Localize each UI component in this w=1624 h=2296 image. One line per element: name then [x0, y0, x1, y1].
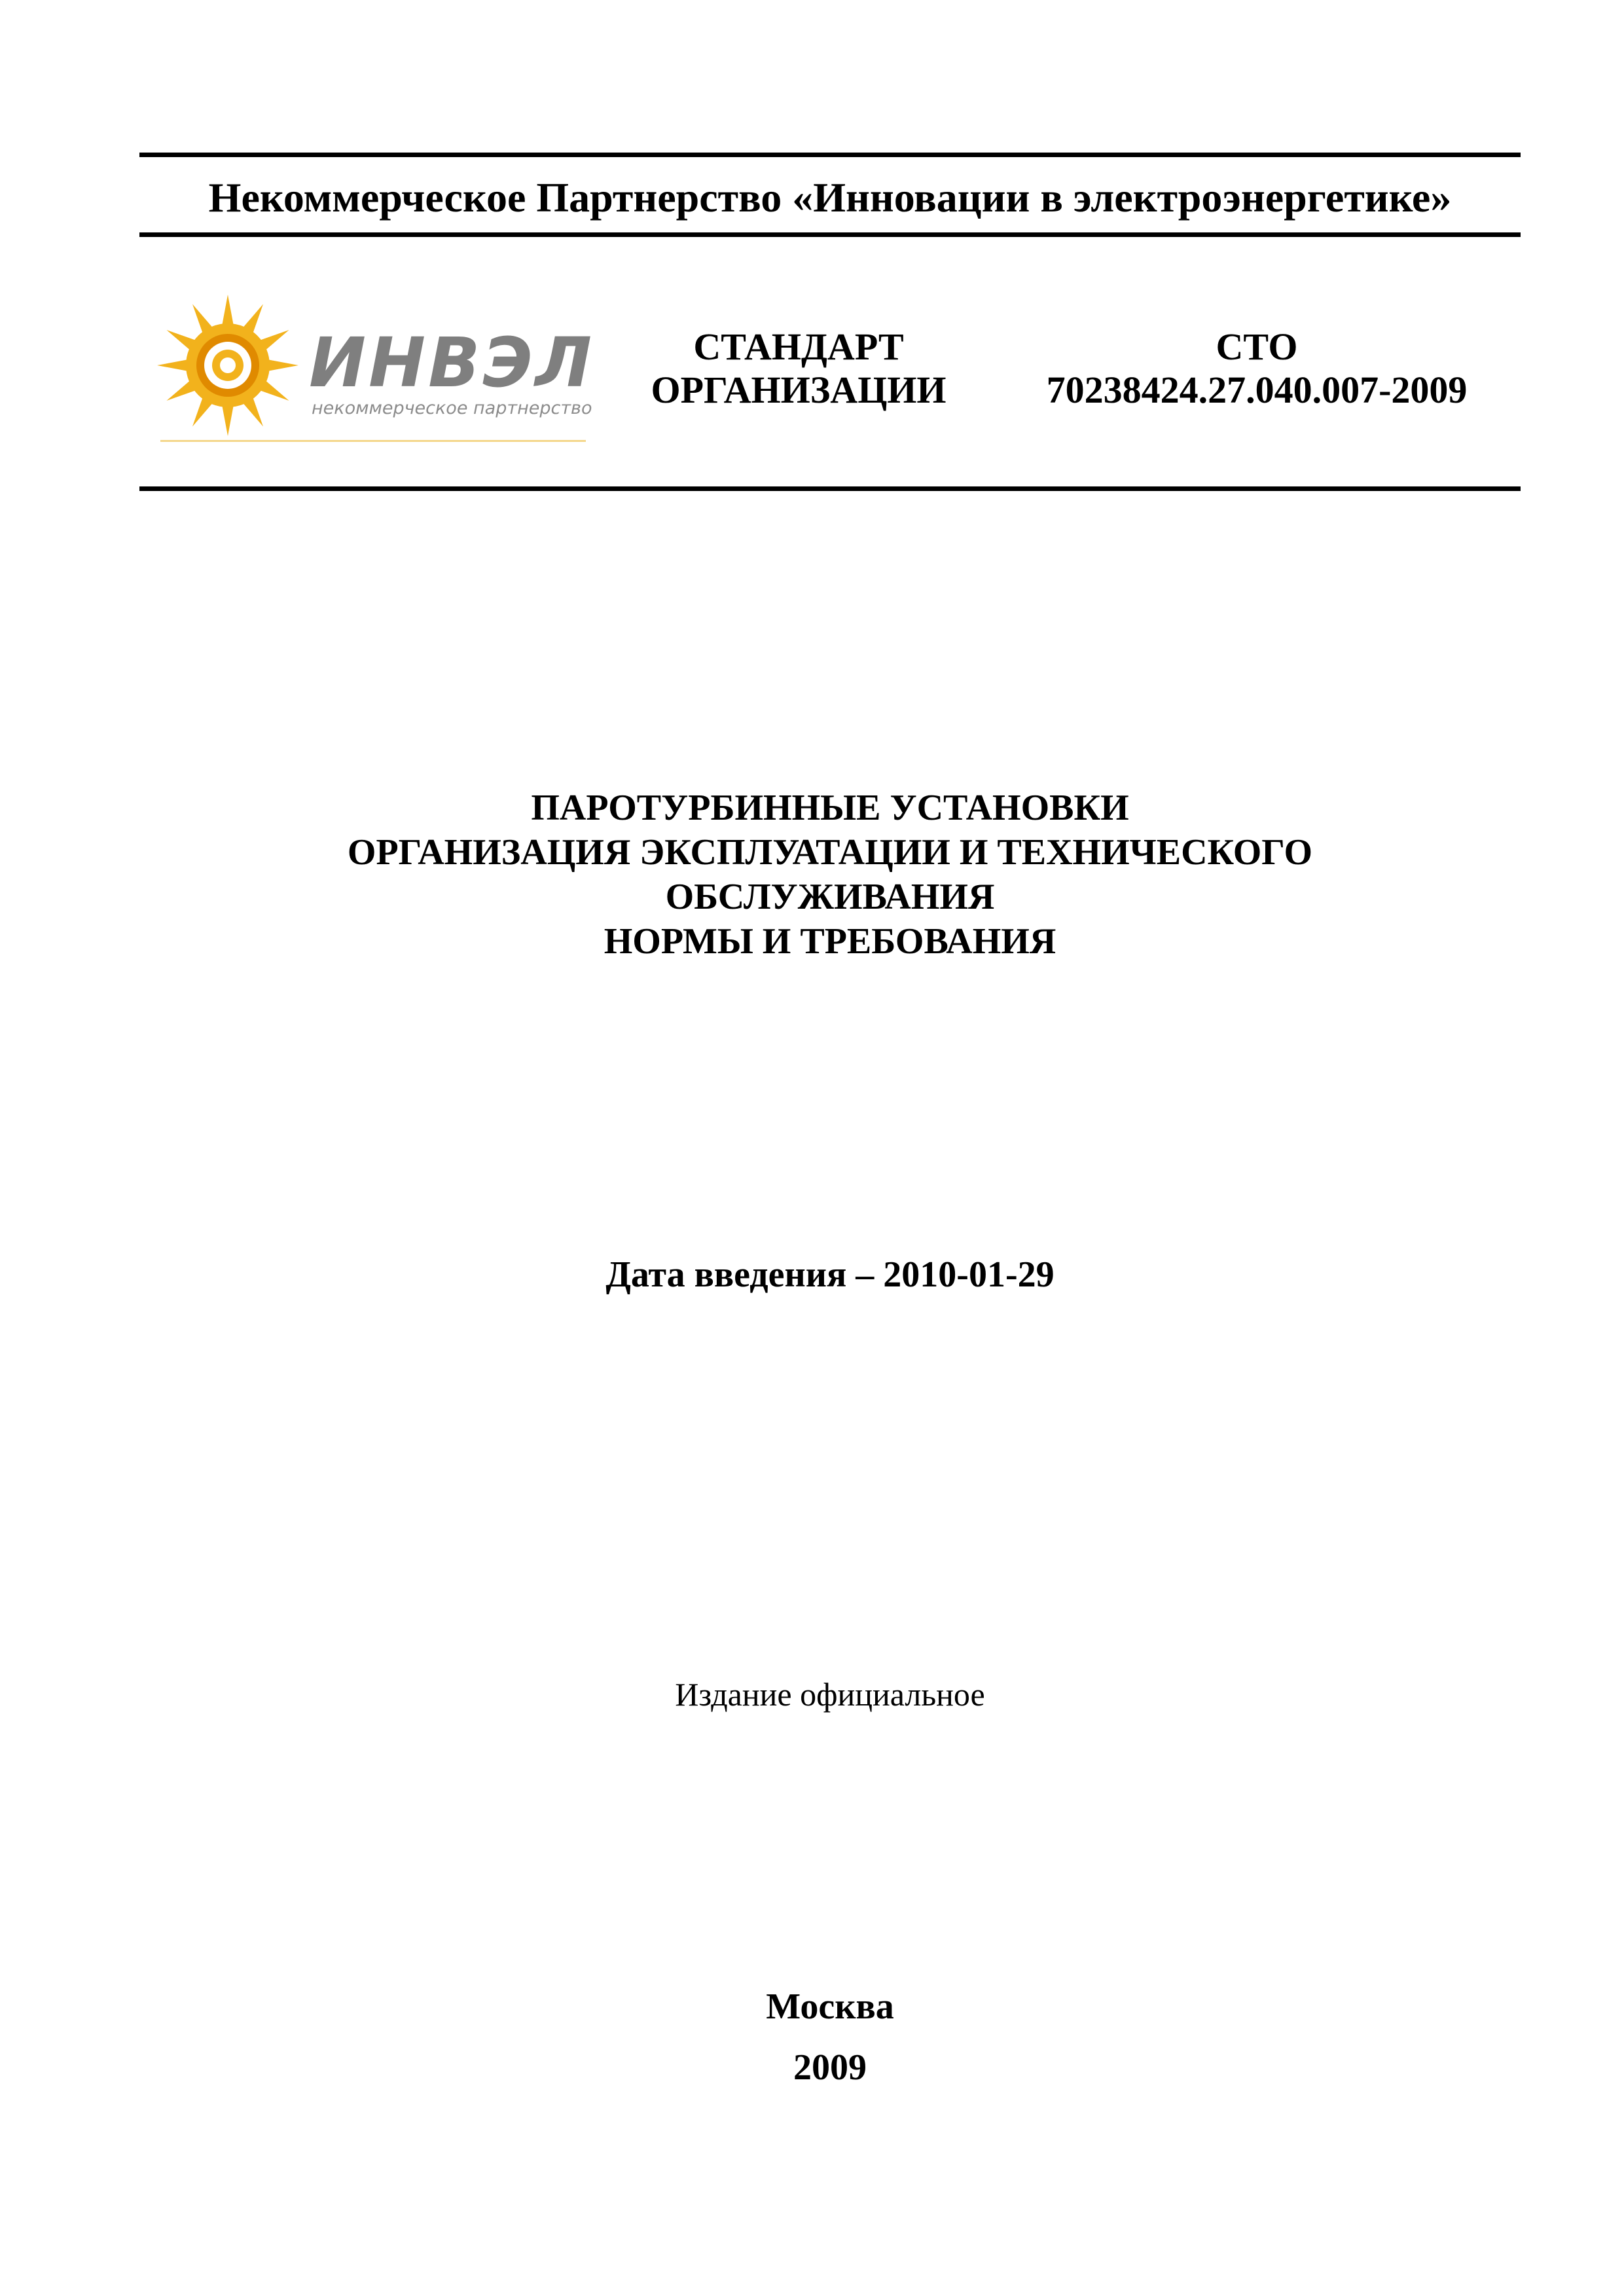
logo-graphic — [157, 288, 602, 452]
title-line1: ПАРОТУРБИННЫЕ УСТАНОВКИ — [531, 788, 1129, 828]
standard-code — [1021, 325, 1492, 412]
document-title — [139, 786, 1521, 964]
publication-year: 2009 — [793, 2047, 867, 2088]
logo-tagline: некоммерческое партнерство — [312, 398, 592, 418]
top-rule — [139, 153, 1521, 157]
standard-label-line2: ОРГАНИЗАЦИИ — [651, 369, 947, 411]
standard-label — [628, 325, 969, 412]
sun-icon — [157, 295, 298, 436]
header-bottom-rule — [139, 486, 1521, 491]
invel-logo — [157, 288, 602, 452]
standard-code-line2: 70238424.27.040.007-2009 — [1046, 369, 1468, 411]
standard-code-line1: СТО — [1216, 325, 1298, 368]
logo-wordmark: ИНВЭЛ — [309, 323, 595, 403]
logo-underline — [160, 440, 586, 442]
publication-city: Москва — [766, 1986, 894, 2027]
header-divider-rule — [139, 232, 1521, 237]
organization-title: Некоммерческое Партнерство «Инновации в электроэнергетике» — [208, 174, 1452, 221]
title-line3: ОБСЛУЖИВАНИЯ — [665, 877, 995, 917]
introduction-date: Дата введения – 2010-01-29 — [605, 1254, 1055, 1295]
edition-note: Издание официальное — [675, 1676, 985, 1713]
standard-label-line1: СТАНДАРТ — [693, 325, 904, 368]
title-line4: НОРМЫ И ТРЕБОВАНИЯ — [604, 921, 1056, 962]
title-line2: ОРГАНИЗАЦИЯ ЭКСПЛУАТАЦИИ И ТЕХНИЧЕСКОГО — [347, 832, 1313, 873]
